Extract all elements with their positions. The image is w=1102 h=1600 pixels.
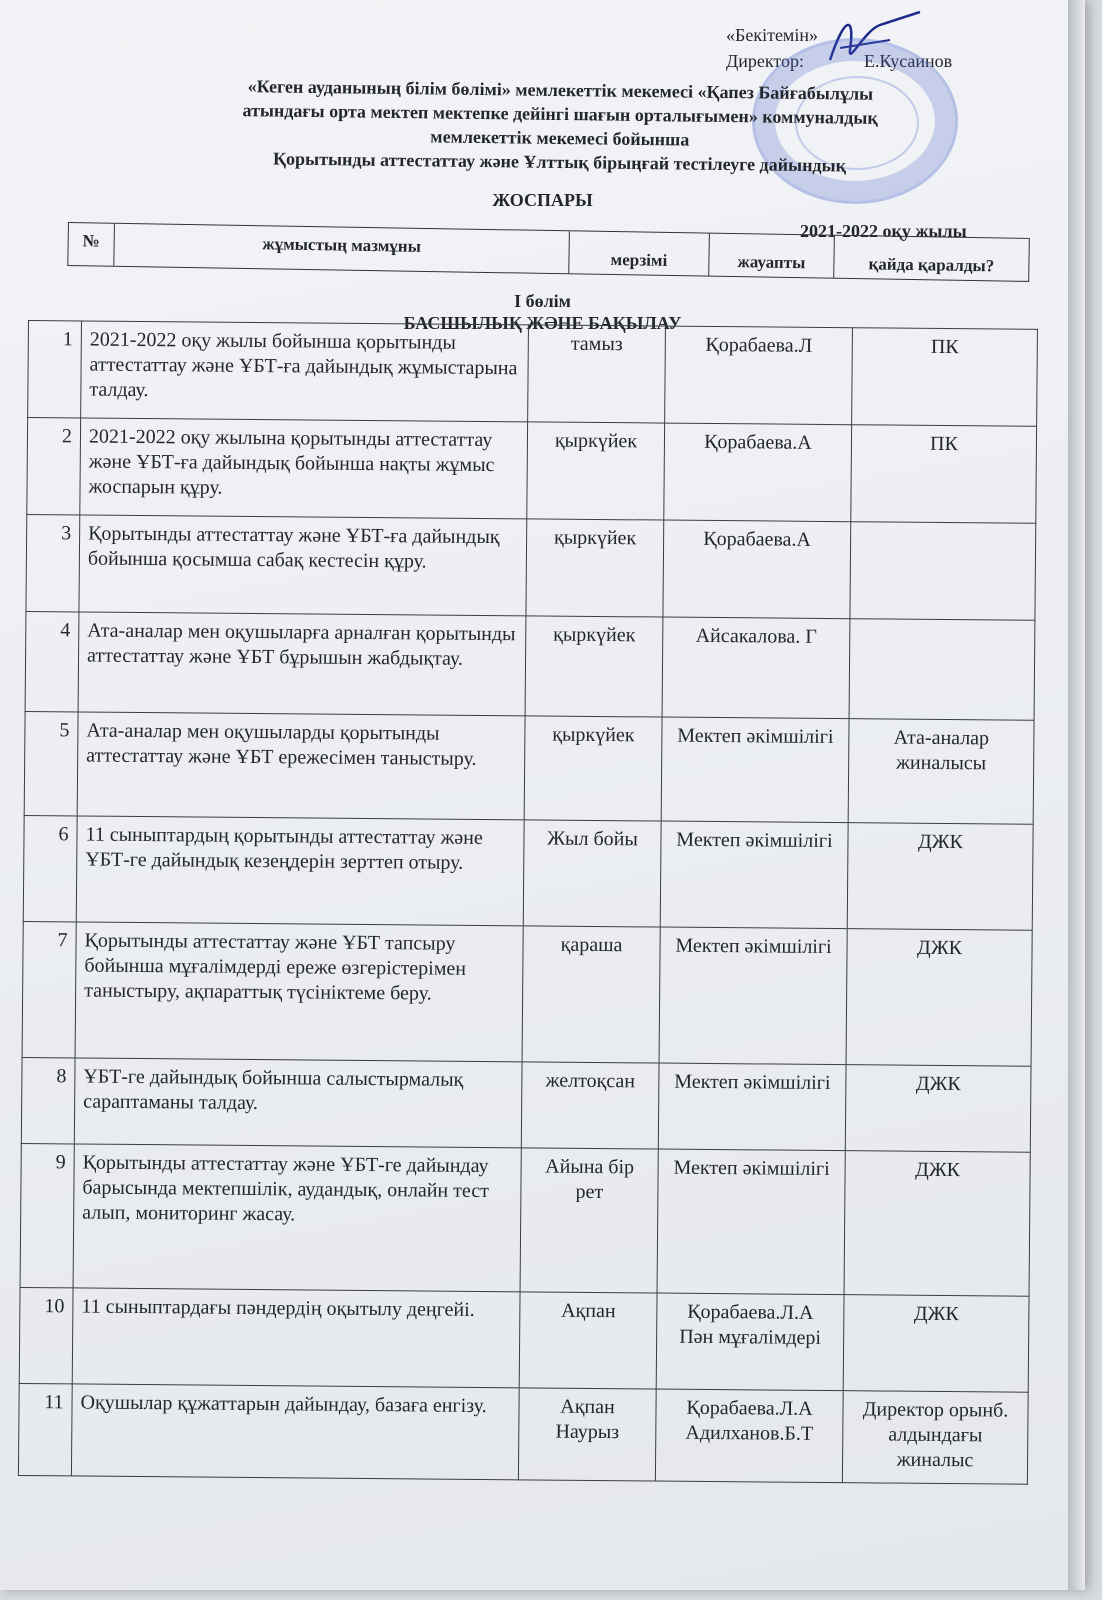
row-content: 11 сыныптардың қорытынды аттестаттау және ҰБТ-ге дайындық кезеңдерін зерттеп отыру. bbox=[76, 816, 524, 926]
row-content: 11 сыныптардағы пәндердің оқытылу деңгейі. bbox=[72, 1288, 520, 1388]
row-term: қыркүйек bbox=[526, 519, 664, 617]
header-line-3: мемлекеттік мекемесі бойынша bbox=[430, 126, 690, 150]
row-responsible: Мектеп әкімшілігі bbox=[659, 927, 847, 1065]
director-label: Директор: bbox=[726, 51, 805, 71]
row-where-reviewed: ДЖК bbox=[845, 1065, 1031, 1153]
row-where-reviewed: Ата-аналар жиналысы bbox=[848, 719, 1034, 825]
academic-year: 2021-2022 оқу жылы bbox=[800, 221, 967, 241]
row-number: 1 bbox=[28, 321, 82, 418]
row-number: 11 bbox=[18, 1383, 72, 1475]
row-responsible: Қорабаева.А bbox=[663, 520, 851, 619]
section-part: І бөлім bbox=[514, 291, 571, 311]
row-responsible: Қорабаева.Л.А Пән мұғалімдері bbox=[656, 1293, 844, 1391]
header-line-1: «Кеген ауданының білім бөлімі» мемлекеттік мекемесі «Қапез Байғабылұлы bbox=[247, 76, 874, 104]
row-number: 5 bbox=[24, 711, 78, 815]
row-content: Ата-аналар мен оқушыларға арналған қорытынды аттестаттау және ҰБТ бұрышын жабдықтау. bbox=[78, 612, 526, 716]
table-row bbox=[18, 1383, 1028, 1484]
col-header-term: мерзімі bbox=[568, 231, 709, 275]
row-term: Ақпан bbox=[519, 1292, 657, 1389]
table-row bbox=[19, 1287, 1029, 1392]
row-term: Ақпан Наурыз bbox=[518, 1388, 656, 1481]
plan-table bbox=[18, 320, 1038, 1485]
approval-label: «Бекітемін» bbox=[726, 25, 818, 45]
row-content: 2021-2022 оқу жылы бойынша қорытынды аттестаттау және ҰБТ-ға дайындық жұмыстарына талдау. bbox=[81, 321, 529, 422]
row-content: Оқушылар құжаттарын дайындау, базаға енгізу. bbox=[71, 1384, 519, 1480]
row-where-reviewed: ДЖК bbox=[846, 929, 1032, 1067]
row-term: қыркүйек bbox=[524, 716, 662, 821]
row-where-reviewed: ДЖК bbox=[843, 1295, 1029, 1393]
row-content: Қорытынды аттестаттау және ҰБТ тапсыру бойынша мұғалімдерді ереже өзгерістерімен таныстыру, ақпараттық түсініктеме беру. bbox=[75, 922, 523, 1062]
row-number: 3 bbox=[26, 514, 80, 611]
row-responsible: Мектеп әкімшілігі bbox=[658, 1063, 846, 1151]
table-row bbox=[24, 711, 1034, 824]
row-content: Ата-аналар мен оқушыларды қорытынды аттестаттау және ҰБТ ережесімен таныстыру. bbox=[77, 712, 525, 820]
row-number: 4 bbox=[25, 611, 79, 711]
row-where-reviewed bbox=[849, 619, 1035, 721]
row-number: 10 bbox=[19, 1287, 73, 1383]
row-term: қыркүйек bbox=[527, 422, 665, 520]
row-term: Айына бір рет bbox=[520, 1148, 658, 1293]
table-row bbox=[27, 418, 1037, 524]
row-term: тамыз bbox=[528, 325, 666, 423]
row-where-reviewed: Директор орынб. алдындағы жиналыс bbox=[842, 1391, 1028, 1485]
table-row bbox=[25, 611, 1035, 720]
row-responsible: Мектеп әкімшілігі bbox=[657, 1149, 845, 1295]
row-responsible: Қорабаева.Л.А Адилханов.Б.Т bbox=[655, 1389, 843, 1483]
director-name: Е.Кусаинов bbox=[864, 51, 953, 71]
table-row bbox=[21, 1057, 1031, 1152]
table-row bbox=[23, 815, 1033, 930]
table-row bbox=[22, 921, 1032, 1066]
document-header bbox=[149, 73, 970, 179]
row-number: 6 bbox=[23, 815, 77, 921]
plan-title: ЖОСПАРЫ bbox=[492, 190, 593, 210]
col-header-num: № bbox=[82, 231, 100, 251]
section-name: БАСШЫЛЫҚ ЖӘНЕ БАҚЫЛАУ bbox=[403, 313, 682, 333]
col-header-where: қайда қаралды? bbox=[833, 236, 1029, 281]
table-row bbox=[20, 1143, 1030, 1296]
col-header-content: жұмыстың мазмұны bbox=[113, 224, 569, 274]
row-content: ҰБТ-ге дайындық бойынша салыстырмалық сараптаманы талдау. bbox=[74, 1058, 522, 1148]
row-term: желтоқсан bbox=[521, 1062, 659, 1149]
row-number: 9 bbox=[20, 1143, 74, 1287]
table-row bbox=[28, 321, 1038, 427]
row-content: Қорытынды аттестаттау және ҰБТ-ге дайындау барысында мектепшілік, аудандық, онлайн тест алып, мониторинг жасау. bbox=[73, 1144, 521, 1292]
row-number: 8 bbox=[21, 1057, 75, 1143]
table-row bbox=[26, 514, 1036, 620]
row-where-reviewed: ПК bbox=[851, 425, 1037, 524]
header-line-2: атындағы орта мектеп мектепке дейінгі шағын орталығымен» коммуналдық bbox=[242, 100, 878, 128]
row-content: 2021-2022 оқу жылына қорытынды аттестаттау және ҰБТ-ға дайындық бойынша нақты жұмыс жоспарын құру. bbox=[80, 418, 528, 519]
row-term: қыркүйек bbox=[525, 616, 663, 717]
row-responsible: Айсакалова. Г bbox=[662, 617, 850, 719]
col-header-resp: жауапты bbox=[708, 234, 834, 278]
row-where-reviewed: ДЖК bbox=[844, 1151, 1030, 1297]
row-responsible: Қорабаева.Л bbox=[665, 326, 853, 425]
row-responsible: Мектеп әкімшілігі bbox=[660, 821, 848, 929]
row-responsible: Мектеп әкімшілігі bbox=[661, 717, 849, 823]
row-responsible: Қорабаева.А bbox=[664, 423, 852, 522]
row-term: Жыл бойы bbox=[523, 820, 661, 927]
row-content: Қорытынды аттестаттау және ҰБТ-ға дайындық бойынша қосымша сабақ кестесін құру. bbox=[79, 515, 527, 616]
header-line-4: Қорытынды аттестаттау және Ұлттық бірыңғай тестілеуге дайындық bbox=[272, 148, 847, 176]
row-number: 2 bbox=[27, 418, 81, 515]
page-edge bbox=[1068, 0, 1085, 1590]
row-number: 7 bbox=[22, 921, 76, 1057]
row-where-reviewed: ПК bbox=[852, 328, 1038, 427]
row-term: қараша bbox=[522, 926, 660, 1063]
row-where-reviewed: ДЖК bbox=[847, 823, 1033, 931]
row-where-reviewed bbox=[850, 522, 1036, 621]
